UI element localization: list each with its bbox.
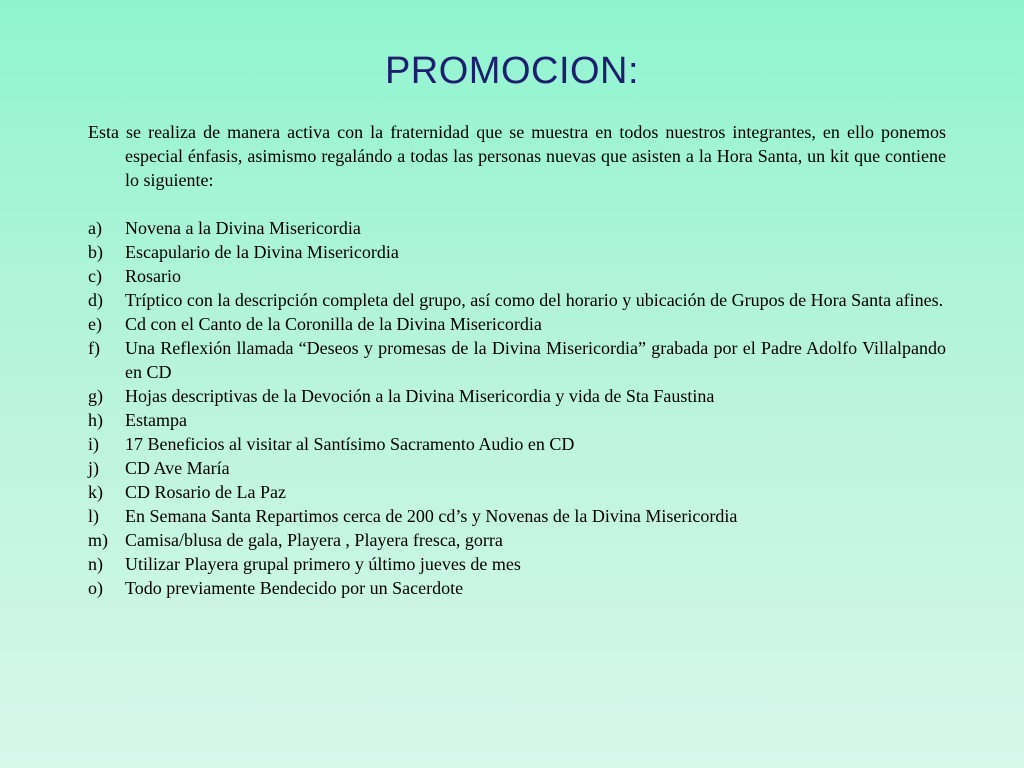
list-item-text: Rosario <box>125 266 181 286</box>
list-item <box>88 408 946 432</box>
list-item <box>88 240 946 264</box>
list-item-text: Estampa <box>125 410 187 430</box>
intro-paragraph: Esta se realiza de manera activa con la fraternidad que se muestra en todos nuestros integrantes, en ello ponemos especial énfasis, asimismo regalándo a todas las personas nuevas que asisten a la Hora Santa, un kit que contiene lo siguiente: <box>88 122 946 190</box>
list-marker: f) <box>88 338 100 358</box>
list-marker: g) <box>88 386 103 406</box>
list-item <box>88 288 946 312</box>
list-item-text: Cd con el Canto de la Coronilla de la Divina Misericordia <box>125 314 542 334</box>
list-item-text: Camisa/blusa de gala, Playera , Playera fresca, gorra <box>125 530 503 550</box>
list-item-text: Hojas descriptivas de la Devoción a la Divina Misericordia y vida de Sta Faustina <box>125 386 715 406</box>
list-item <box>88 336 946 384</box>
list-marker: h) <box>88 410 103 430</box>
list-item <box>88 504 946 528</box>
list-marker: b) <box>88 242 103 262</box>
list-item-text: Todo previamente Bendecido por un Sacerdote <box>125 578 464 598</box>
list-marker: c) <box>88 266 102 286</box>
list-marker: m) <box>88 530 108 550</box>
list-item <box>88 480 946 504</box>
list-item <box>88 384 946 408</box>
list-marker: i) <box>88 434 99 454</box>
slide-body <box>88 120 946 600</box>
list-item <box>88 528 946 552</box>
list-marker: l) <box>88 506 99 526</box>
list-item <box>88 456 946 480</box>
list-item <box>88 432 946 456</box>
list-item-text: 17 Beneficios al visitar al Santísimo Sacramento Audio en CD <box>125 434 575 454</box>
list-item-text: Novena a la Divina Misericordia <box>125 218 361 238</box>
list-item-text: CD Ave María <box>125 458 230 478</box>
list-marker: o) <box>88 578 103 598</box>
slide-title: PROMOCION: <box>384 50 640 92</box>
list-item-text: Tríptico con la descripción completa del grupo, así como del horario y ubicación de Grupos de Hora Santa afines. <box>125 290 944 310</box>
list-item <box>88 552 946 576</box>
list-item-text: En Semana Santa Repartimos cerca de 200 cd’s y Novenas de la Divina Misericordia <box>125 506 738 526</box>
list-marker: e) <box>88 314 102 334</box>
list-item <box>88 576 946 600</box>
list-marker: n) <box>88 554 103 574</box>
list-marker: k) <box>88 482 103 502</box>
kit-list <box>88 216 946 600</box>
list-item-text: Escapulario de la Divina Misericordia <box>125 242 399 262</box>
list-item-text: CD Rosario de La Paz <box>125 482 286 502</box>
list-item <box>88 264 946 288</box>
list-marker: d) <box>88 290 103 310</box>
list-item-text: Utilizar Playera grupal primero y último jueves de mes <box>125 554 521 574</box>
list-marker: j) <box>88 458 99 478</box>
list-item <box>88 216 946 240</box>
list-item-text: Una Reflexión llamada “Deseos y promesas de la Divina Misericordia” grabada por el Padre Adolfo Villalpando en CD <box>125 338 946 382</box>
list-item <box>88 312 946 336</box>
list-marker: a) <box>88 218 102 238</box>
